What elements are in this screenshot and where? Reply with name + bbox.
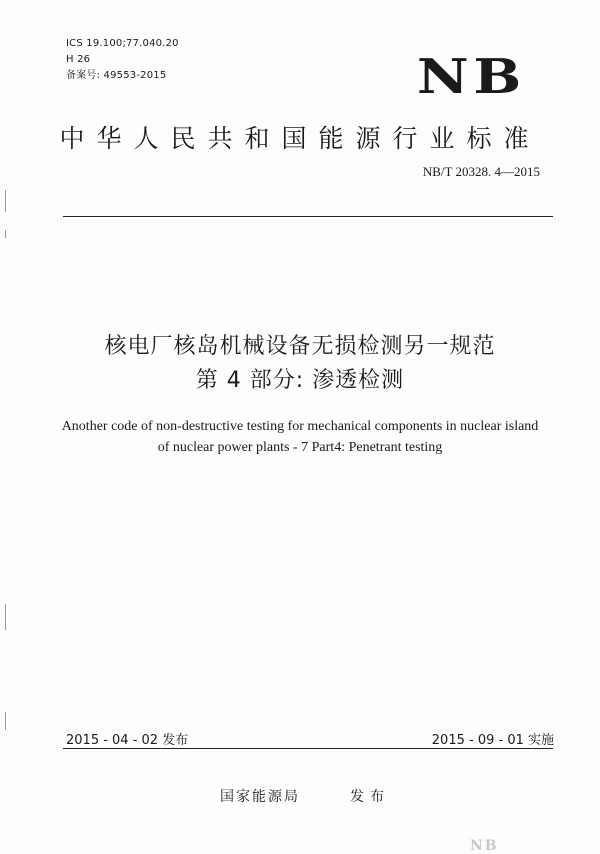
scan-mark	[5, 230, 6, 238]
top-divider	[63, 216, 553, 217]
standard-type: 中华人民共和国能源行业标准	[59, 124, 541, 153]
scan-mark	[5, 190, 6, 212]
publish-date: 2015 - 04 - 02 发布	[66, 733, 189, 748]
title-chinese-line1: 核电厂核岛机械设备无损检测另一规范	[104, 334, 496, 359]
filing-number: 备案号: 49553-2015	[66, 70, 167, 81]
bottom-divider	[63, 748, 553, 749]
faint-nb-logo: NB	[470, 838, 499, 854]
scan-mark	[5, 604, 6, 630]
nb-logo: NB	[416, 49, 526, 105]
title-chinese-line2: 第 4 部分: 渗透检测	[195, 368, 405, 393]
title-english-line1: Another code of non-destructive testing for mechanical components in nuclear island	[61, 419, 539, 434]
ccs-code: H 26	[66, 54, 91, 65]
title-english-line2: of nuclear power plants - 7 Part4: Penetrant testing	[157, 440, 443, 455]
implementation-date: 2015 - 09 - 01 实施	[431, 733, 554, 748]
issue-label: 发布	[350, 789, 390, 805]
issuing-authority: 国家能源局	[220, 789, 300, 805]
scan-mark	[5, 712, 6, 730]
standard-number: NB/T 20328. 4—2015	[422, 164, 540, 179]
ics-code: ICS 19.100;77.040.20	[66, 38, 179, 49]
